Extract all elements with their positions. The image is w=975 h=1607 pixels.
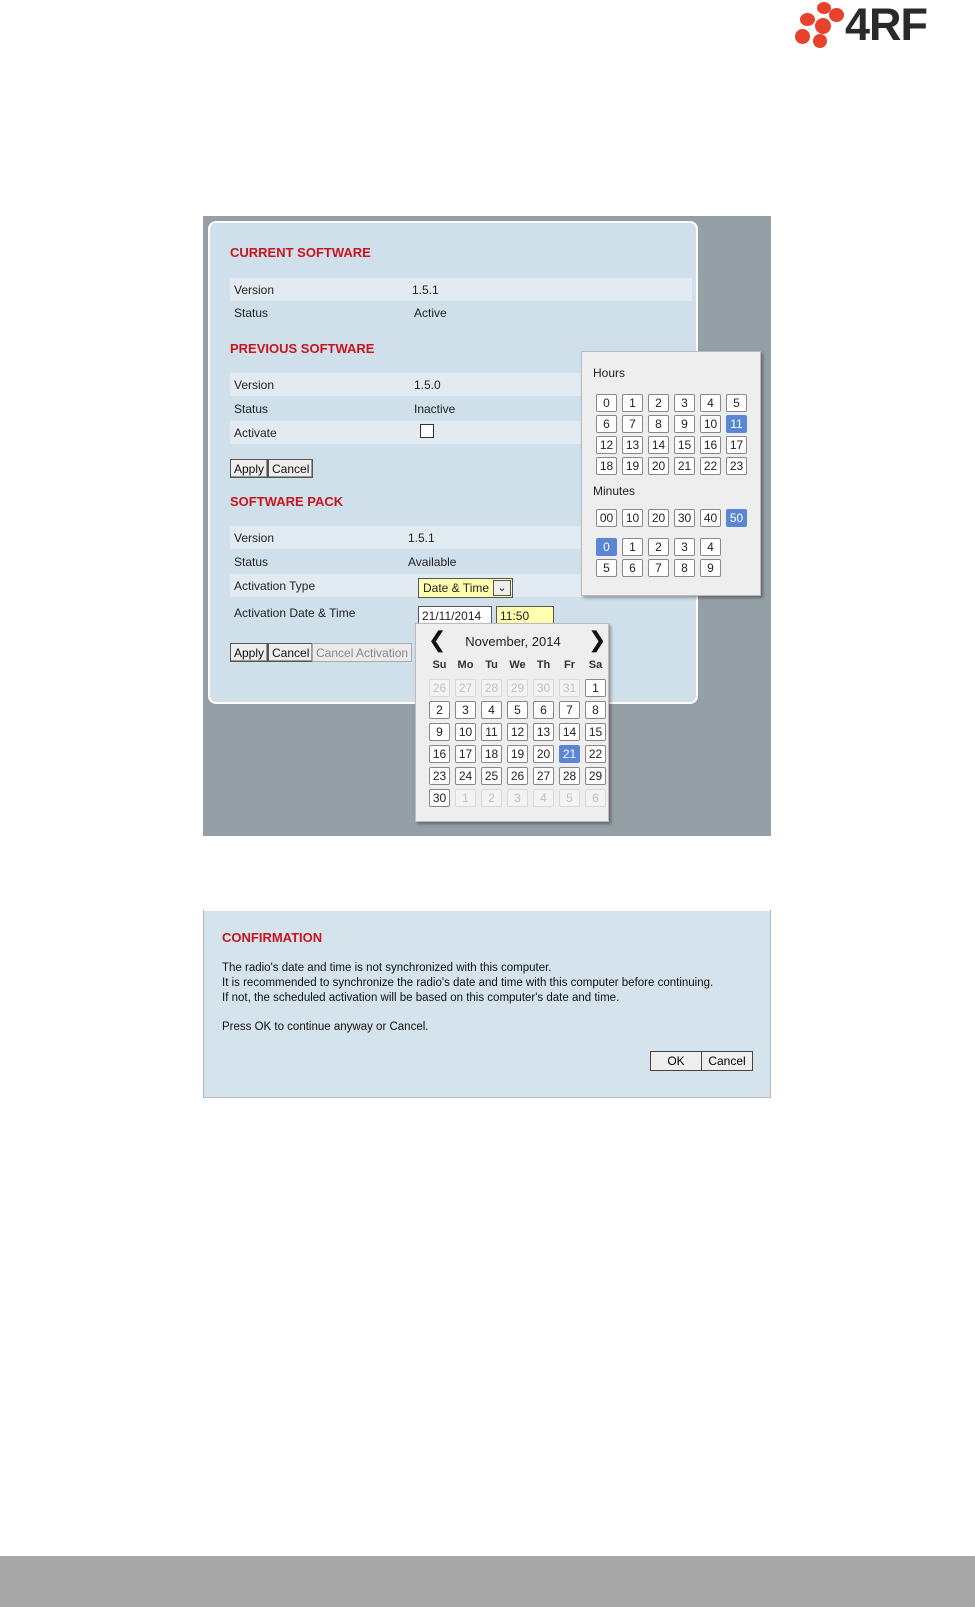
weekday-label: Th	[536, 659, 551, 671]
hour-option[interactable]: 8	[648, 415, 669, 433]
row-label: Status	[234, 306, 269, 320]
minute-tens-option[interactable]: 10	[622, 509, 643, 527]
row-label: Activation Type	[234, 579, 316, 593]
minute-unit-option[interactable]: 6	[622, 559, 643, 577]
calendar-day[interactable]: 5	[559, 789, 580, 807]
calendar-day[interactable]: 11	[481, 723, 502, 741]
calendar-day[interactable]: 20	[533, 745, 554, 763]
row-value: 1.5.0	[414, 378, 441, 392]
chevron-down-icon[interactable]: ⌄	[493, 580, 511, 596]
confirmation-text-line: Press OK to continue anyway or Cancel.	[222, 1021, 429, 1033]
previous-cancel-button[interactable]: Cancel	[268, 459, 313, 478]
current-status-row	[230, 301, 692, 324]
hour-option[interactable]: 13	[622, 436, 643, 454]
minute-unit-option[interactable]: 7	[648, 559, 669, 577]
calendar-day[interactable]: 26	[507, 767, 528, 785]
weekday-label: Mo	[457, 659, 474, 671]
hour-option[interactable]: 6	[596, 415, 617, 433]
calendar-day[interactable]: 6	[533, 701, 554, 719]
calendar-day[interactable]: 10	[455, 723, 476, 741]
weekday-label: We	[509, 659, 526, 671]
hour-option[interactable]: 18	[596, 457, 617, 475]
pack-cancel-button[interactable]: Cancel	[268, 643, 313, 662]
calendar-day[interactable]: 1	[585, 679, 606, 697]
minute-unit-option[interactable]: 4	[700, 538, 721, 556]
calendar-day[interactable]: 29	[507, 679, 528, 697]
calendar-day[interactable]: 1	[455, 789, 476, 807]
calendar-day[interactable]: 16	[429, 745, 450, 763]
row-label: Activation Date & Time	[234, 606, 356, 620]
calendar-day[interactable]: 29	[585, 767, 606, 785]
previous-software-title: PREVIOUS SOFTWARE	[230, 341, 375, 356]
hour-option[interactable]: 16	[700, 436, 721, 454]
hour-option[interactable]: 10	[700, 415, 721, 433]
calendar-day[interactable]: 4	[481, 701, 502, 719]
activation-type-select[interactable]	[418, 578, 513, 598]
software-pack-title: SOFTWARE PACK	[230, 494, 344, 509]
calendar-day[interactable]: 23	[429, 767, 450, 785]
hour-option[interactable]: 21	[674, 457, 695, 475]
chevron-left-icon[interactable]: ❮	[428, 627, 447, 652]
minute-tens-option[interactable]: 30	[674, 509, 695, 527]
calendar-day[interactable]: 15	[585, 723, 606, 741]
minute-unit-option[interactable]: 3	[674, 538, 695, 556]
chevron-right-icon[interactable]: ❯	[588, 627, 607, 652]
calendar-day[interactable]: 25	[481, 767, 502, 785]
ok-button[interactable]: OK	[650, 1051, 702, 1071]
hour-option[interactable]: 9	[674, 415, 695, 433]
hour-option[interactable]: 3	[674, 394, 695, 412]
minute-unit-option[interactable]: 8	[674, 559, 695, 577]
minute-tens-option[interactable]: 40	[700, 509, 721, 527]
calendar-day[interactable]: 8	[585, 701, 606, 719]
time-picker	[581, 351, 761, 596]
calendar-day[interactable]: 14	[559, 723, 580, 741]
minute-tens-option[interactable]: 00	[596, 509, 617, 527]
calendar-month-title: November, 2014	[465, 634, 561, 649]
minute-unit-option[interactable]: 5	[596, 559, 617, 577]
hour-option[interactable]: 11	[726, 415, 747, 433]
calendar-day[interactable]: 9	[429, 723, 450, 741]
minute-unit-option[interactable]: 0	[596, 538, 617, 556]
calendar-day[interactable]: 2	[481, 789, 502, 807]
minute-tens-option[interactable]: 20	[648, 509, 669, 527]
cancel-button[interactable]: Cancel	[701, 1051, 753, 1071]
calendar-day[interactable]: 12	[507, 723, 528, 741]
hour-option[interactable]: 4	[700, 394, 721, 412]
hours-label: Hours	[593, 366, 626, 380]
row-label: Activate	[234, 426, 277, 440]
calendar-day[interactable]: 28	[559, 767, 580, 785]
row-label: Status	[234, 402, 269, 416]
hour-option[interactable]: 22	[700, 457, 721, 475]
calendar-day[interactable]: 17	[455, 745, 476, 763]
minute-unit-option[interactable]: 1	[622, 538, 643, 556]
activation-date-input[interactable]: 21/11/2014	[418, 606, 492, 626]
hour-option[interactable]: 1	[622, 394, 643, 412]
row-label: Version	[234, 378, 275, 392]
logo-text: 4RF	[845, 0, 928, 50]
hour-option[interactable]: 12	[596, 436, 617, 454]
confirmation-text-line: If not, the scheduled activation will be based on this computer's date and time.	[222, 992, 620, 1004]
weekday-label: Sa	[588, 659, 603, 671]
hour-option[interactable]: 0	[596, 394, 617, 412]
minute-tens-option[interactable]: 50	[726, 509, 747, 527]
pack-apply-button[interactable]: Apply	[230, 643, 268, 662]
confirmation-text-line: The radio's date and time is not synchronized with this computer.	[222, 962, 552, 974]
hour-option[interactable]: 14	[648, 436, 669, 454]
row-label: Version	[234, 283, 275, 297]
hour-option[interactable]: 17	[726, 436, 747, 454]
calendar-day[interactable]: 13	[533, 723, 554, 741]
calendar-day[interactable]: 18	[481, 745, 502, 763]
row-value: 1.5.1	[412, 283, 439, 297]
minutes-label: Minutes	[593, 484, 636, 498]
row-label: Status	[234, 555, 269, 569]
hour-option[interactable]: 20	[648, 457, 669, 475]
calendar-day[interactable]: 27	[455, 679, 476, 697]
row-value: Inactive	[414, 402, 456, 416]
calendar-day[interactable]: 6	[585, 789, 606, 807]
calendar-day[interactable]: 5	[507, 701, 528, 719]
calendar-day[interactable]: 26	[429, 679, 450, 697]
calendar-day[interactable]: 7	[559, 701, 580, 719]
weekday-label: Su	[432, 659, 447, 671]
calendar-day[interactable]: 4	[533, 789, 554, 807]
hour-option[interactable]: 19	[622, 457, 643, 475]
row-value: Active	[414, 306, 447, 320]
confirmation-title: CONFIRMATION	[222, 930, 323, 945]
calendar-day[interactable]: 31	[559, 679, 580, 697]
calendar-day[interactable]: 28	[481, 679, 502, 697]
hour-option[interactable]: 2	[648, 394, 669, 412]
calendar-day[interactable]: 3	[455, 701, 476, 719]
weekday-label: Tu	[485, 659, 498, 671]
footer-bar	[0, 1556, 975, 1607]
cancel-activation-button[interactable]: Cancel Activation	[312, 643, 412, 662]
minute-unit-option[interactable]: 9	[700, 559, 721, 577]
calendar-day[interactable]: 19	[507, 745, 528, 763]
minute-unit-option[interactable]: 2	[648, 538, 669, 556]
row-label: Version	[234, 531, 275, 545]
calendar-day[interactable]: 3	[507, 789, 528, 807]
calendar-day[interactable]: 30	[533, 679, 554, 697]
brand-logo	[795, 2, 965, 50]
hour-option[interactable]: 7	[622, 415, 643, 433]
date-picker	[415, 623, 609, 822]
row-value: 1.5.1	[408, 531, 435, 545]
current-software-title: CURRENT SOFTWARE	[230, 245, 371, 260]
calendar-day[interactable]: 21	[559, 745, 580, 763]
hour-option[interactable]: 23	[726, 457, 747, 475]
current-version-row	[230, 278, 692, 301]
logo-mark-icon	[795, 2, 845, 50]
activation-type-value: Date & Time	[423, 581, 490, 595]
calendar-day[interactable]: 22	[585, 745, 606, 763]
calendar-day[interactable]: 30	[429, 789, 450, 807]
activate-checkbox[interactable]	[420, 424, 434, 438]
calendar-day[interactable]: 2	[429, 701, 450, 719]
confirmation-text-line: It is recommended to synchronize the radio's date and time with this computer before continuing.	[222, 977, 714, 989]
hour-option[interactable]: 15	[674, 436, 695, 454]
hour-option[interactable]: 5	[726, 394, 747, 412]
calendar-day[interactable]: 27	[533, 767, 554, 785]
row-value: Available	[408, 555, 457, 569]
weekday-label: Fr	[564, 659, 575, 671]
activation-time-input[interactable]: 11:50	[496, 606, 554, 626]
software-screenshot	[203, 216, 771, 836]
previous-apply-button[interactable]: Apply	[230, 459, 268, 478]
confirmation-dialog	[203, 908, 771, 1098]
calendar-day[interactable]: 24	[455, 767, 476, 785]
